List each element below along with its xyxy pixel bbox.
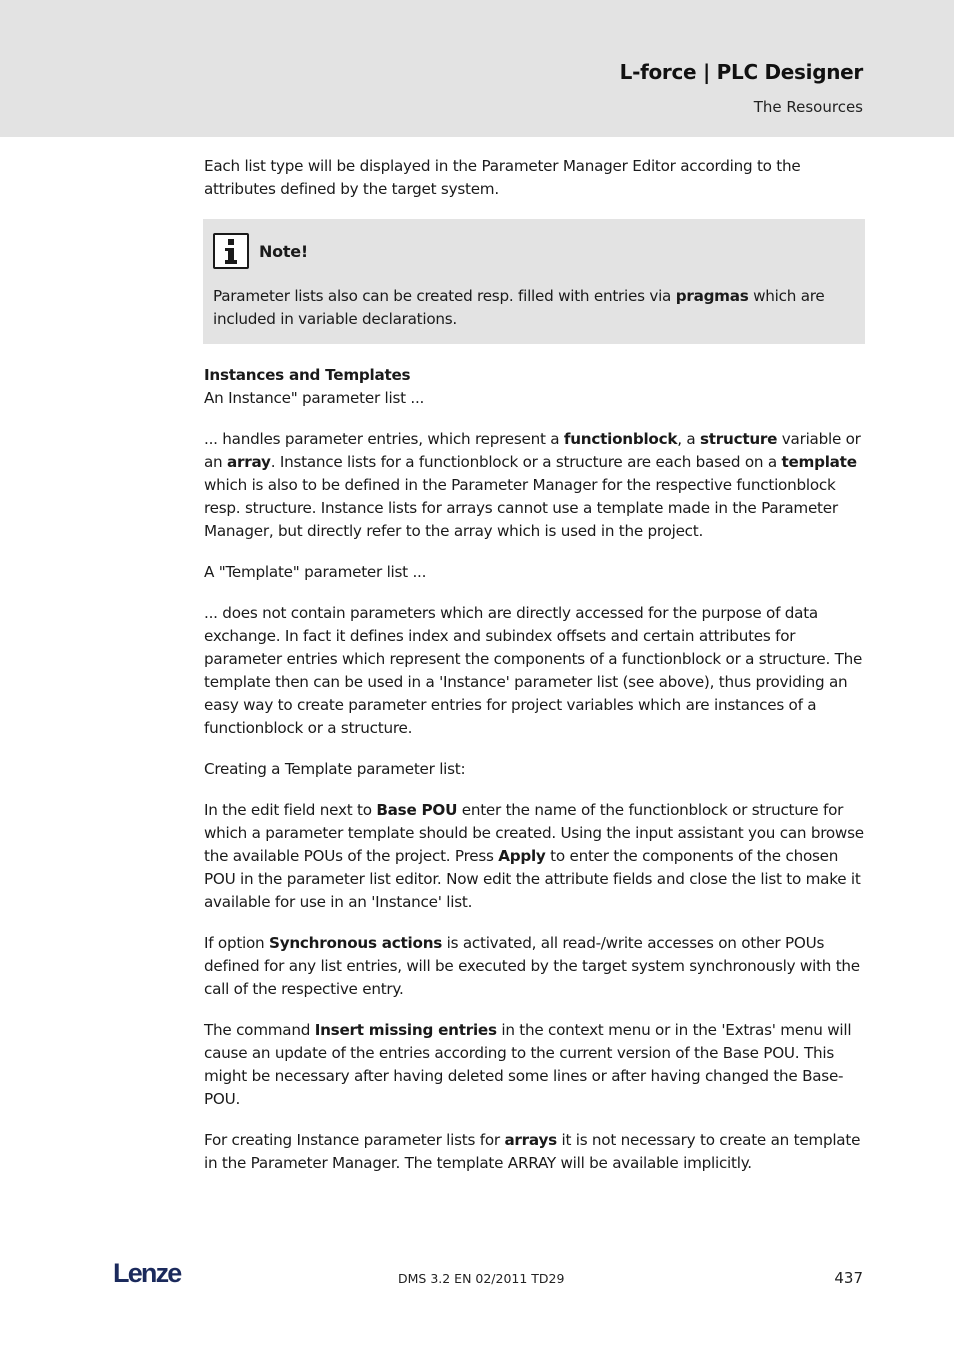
page-header	[0, 0, 954, 137]
creating-label: Creating a Template parameter list:	[204, 760, 466, 778]
sync-paragraph: If option Synchronous actions is activated, all read-/write accesses on other POUs defined for any list entries, will be executed by the target system synchronously with the call of the respective entry.	[204, 934, 860, 998]
note-title: Note!	[259, 241, 308, 261]
info-icon	[213, 233, 249, 269]
arrays-paragraph: For creating Instance parameter lists for arrays it is not necessary to create an template in the Parameter Manager. The template ARRAY will be available implicitly.	[204, 1131, 861, 1172]
instance-label: An Instance" parameter list ...	[204, 389, 425, 407]
page-number: 437	[834, 1269, 863, 1287]
creating-description: In the edit field next to Base POU enter the name of the functionblock or structure for which a parameter template should be created. Using the input assistant you can browse the available POUs of the project. Press Apply to enter the components of the chosen POU in the parameter list editor. Now edit the attribute fields and close the list to make it available for use in an 'Instance' list.	[204, 801, 864, 911]
instance-description: ... handles parameter entries, which represent a functionblock, a structure variable or an array. Instance lists for a functionblock or a structure are each based on a template which is also to be defined in the Parameter Manager for the respective functionblock resp. structure. Instance lists for arrays cannot use a template made in the Parameter Manager, but directly refer to the array which is used in the project.	[204, 430, 861, 540]
lenze-logo: Lenze	[113, 1258, 181, 1288]
insert-paragraph: The command Insert missing entries in the context menu or in the 'Extras' menu will cause an update of the entries according to the current version of the Base POU. This might be necessary after having deleted some lines or after having changed the Base-POU.	[204, 1021, 852, 1108]
note-header	[213, 232, 855, 270]
footer-doc-id: DMS 3.2 EN 02/2011 TD29	[398, 1271, 565, 1286]
template-label: A "Template" parameter list ...	[204, 563, 427, 581]
note-box	[203, 219, 865, 344]
note-text: Parameter lists also can be created resp. filled with entries via pragmas which are included in variable declarations.	[213, 287, 825, 328]
header-title: L-force | PLC Designer	[619, 60, 863, 84]
section-heading: Instances and Templates	[204, 366, 411, 384]
page-content	[204, 155, 866, 1175]
template-description: ... does not contain parameters which are directly accessed for the purpose of data exchange. In fact it defines index and subindex offsets and certain attributes for parameter entries which represent the components of a functionblock or a structure. The template then can be used in a 'Instance' parameter list (see above), thus providing an easy way to create parameter entries for project variables which are instances of a functionblock or a structure.	[204, 604, 863, 737]
intro-paragraph: Each list type will be displayed in the Parameter Manager Editor according to the attributes defined by the target system.	[204, 157, 801, 198]
header-subtitle: The Resources	[753, 98, 863, 116]
